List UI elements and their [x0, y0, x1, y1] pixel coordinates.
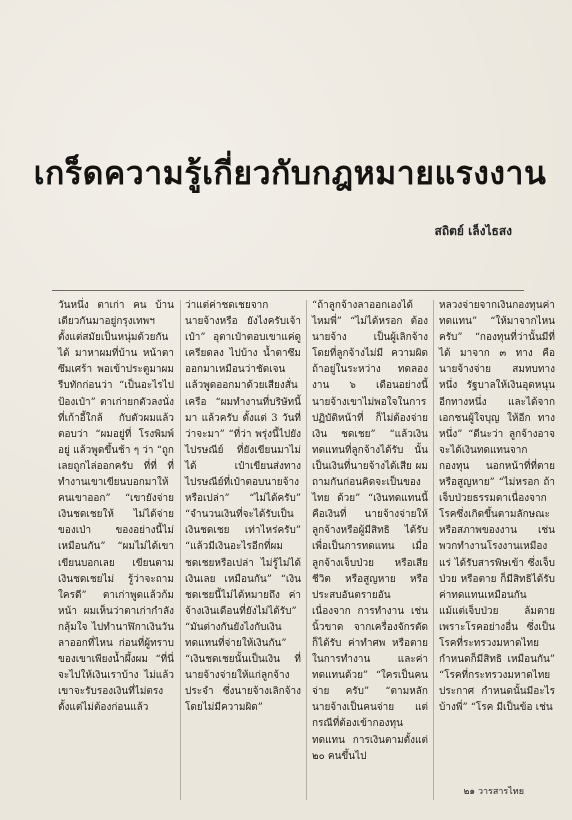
column-divider — [306, 300, 307, 800]
header-rule — [52, 290, 524, 291]
article-author: สถิตย์ เล็งไธสง — [434, 224, 512, 238]
column-2 — [185, 298, 301, 716]
article-title: เกร็ดความรู้เกี่ยวกับกฎหมายแรงงาน — [33, 154, 547, 192]
column-2-text: ว่าแต่ค่าชดเชยจากนายจ้างหรือ ยังไงครับเจ้าเป๋า” อุตาเป๋าตอบเขาแค่ดูเครียดลง ไปบ้าง น้ำตาซึมออกมาเหมือนว่าชัดเจน แล้วพูดออกมาด้วยเสียงสั่นเครือ “ผมทำงานที่บริษัทนี้มา แล้วครับ ตั้งแต่ 3 วันที่ว่าจะมา” “ที่ว่า พรุ่งนี้ไปยังไปรษณีย์ ที่ยังเขียนมาไม่ได้ เป๋าเขียนส่งทางไปรษณีย์ที่เป๋าตอบนายจ้าง หรือเปล่า” “ไม่ได้ครับ” “จำนวนเงินที่จะได้รับเป็นเงินชดเชย เท่าไหร่ครับ” “แล้วมีเงินอะไรอีกที่ผม ชดเชยหรือเปล่า ไม่รู้ไม่ได้เงินเลย เหมือนกัน” “เงินชดเชยนี้ไม่ได้หมายถึง ค่าจ้างเงินเดือนที่ยังไม่ได้รับ” “มันต่างกันยังไงกับเงินทดแทนที่จ่ายให้เงินกัน” “เงินชดเชยนั้นเป็นเงิน ที่นายจ้างจ่ายให้แก่ลูกจ้าง ประจำ ซึ่งนายจ้างเลิกจ้าง โดยไม่มีความผิด” — [185, 300, 301, 714]
column-4-text: หลวงจ่ายจากเงินกองทุนค่าทดแทน” “ให้มาจากไหนครับ” “กองทุนที่ว่านั้นมีที่ได้ มาจาก ๓ ทาง คือ นายจ้างจ่าย สมทบทางหนึ่ง รัฐบาลให้เงินอุดหนุน อีกทางหนึ่ง และได้จากเอกชนผู้ใจบุญ ให้อีก ทางหนึ่ง” “ดีนะว่า ลูกจ้างอาจจะได้เงินทดแทนจากกองทุน นอกหน้าที่ที่ตายหรือสูญหาย” “ไม่หรอก ถ้าเจ็บป่วยธรรมดาเนื่องจากโรคซึ่งเกิดขึ้นตามลักษณะหรือสภาพของงาน เช่น พวกทำงานโรงงานเหมืองแร่ ได้รับสารพิษเข้า ซึ่งเจ็บป่วย หรือตาย ก็มีสิทธิได้รับค่าทดแทนเหมือนกัน แม้แต่เจ็บป่วย ล้มตาย เพราะโรคอย่างอื่น ซึ่งเป็นโรคที่ระทรวงมหาดไทยกำหนดก็มีสิทธิ เหมือนกัน” “โรคที่กระทรวงมหาดไทยประกาศ กำหนดนั้นมีอะไรบ้างพี่” “โรค มีเป็นข้อ เช่น — [439, 300, 555, 714]
column-4 — [439, 298, 555, 716]
column-3 — [312, 298, 428, 765]
page-footer: ๒๑ วารสารไทย — [463, 787, 524, 797]
column-1 — [58, 298, 174, 716]
column-divider — [180, 300, 181, 800]
column-1-text: วันหนึ่ง ตาเก่า คน บ้านเดียวกันมาอยู่กรุงเทพฯ ตั้งแต่สมัยเป็นหนุ่มด้วยกัน ได้ มาหาผมที่บ้าน หน้าตาซึมเศร้า พอเข้าประตูมาผมรีบทักก่อนว่า “เป็นอะไรไปป้องเป๋า” ตาเก่ายกตัวลงนั่งที่เก้าอี้ใกล้ กับตัวผมแล้วตอบว่า “ผมอยู่ที่ โรงพิมพ์อยู่ แล้วพูดขึ้นช้า ๆ ว่า “ถูกเลยถูกไล่ออกครับ ที่ที่ ที่ทำงานเขาเขียนบอกมาให้คนเขาออก” “เขายังจ่ายเงินชดเชยให้ ไม่ได้จ่ายของเป่า ของอย่างนี้ไม่เหมือนกัน” “ผมไม่ได้เขาเขียนบอกเลย เขียนตามเงินชดเชยไม่ รู้ว่าจะถามใครดี” ตาเก่าพูดแล้วก้มหน้า ผมเห็นว่าตาเก่ากำลังกลุ้มใจ ไปทำนาฬิกาเงินวันลาออกที่ไหน ก่อนที่ผู้ทราบของเขาเพียงน้ำผึ้งผม “ที่นี่จะไปให้เงินเราบ้าง ไม่แล้วเขาจะรับรองเงินที่ไม่ตรง ตั้งแต่ไม่ต้องก่อนแล้ว — [58, 300, 174, 714]
column-3-text: “ถ้าลูกจ้างลาออกเองได้ไหมพี่” “ไม่ได้หรอก ต้องนายจ้าง เป็นผู้เลิกจ้างโดยที่ลูกจ้างไม่มี ความผิด ถ้าอยู่ในระหว่าง ทดลองงาน ๖ เดือนอย่างนี้ นายจ้างเขาไม่พอใจในการ ปฏิบัติหน้าที่ ก็ไม่ต้องจ่ายเงิน ชดเชย” “แล้วเงินทดแทนที่ลูกจ้างได้รับ นั้นเป็นเงินที่นายจ้างได้เสีย ผมถามกันก่อนคิดจะเป็นของไทย ด้วย” “เงินทดแทนนี้คือเงินที่ นายจ้างจ่ายให้ลูกจ้างหรือผู้มีสิทธิ ได้รับ เพื่อเป็นการทดแทน เมื่อลูกจ้างเจ็บป่วย หรือเสียชีวิต หรือสูญหาย หรือประสบอันตรายอันเนื่องจาก การทำงาน เช่น นิ้วขาด จากเครื่องจักรตัด ก็ได้รับ ค่าทำศพ หรือตายในการทำงาน และค่าทดแทนด้วย” “ใครเป็นคนจ่าย ครับ” “ตามหลักนายจ้างเป็นคนจ่าย แต่กรณีที่ต้องเข้ากองทุนทดแทน การเงินตามตั้งแต่ ๒๐ คนขึ้นไป — [312, 300, 428, 762]
column-divider — [433, 300, 434, 800]
